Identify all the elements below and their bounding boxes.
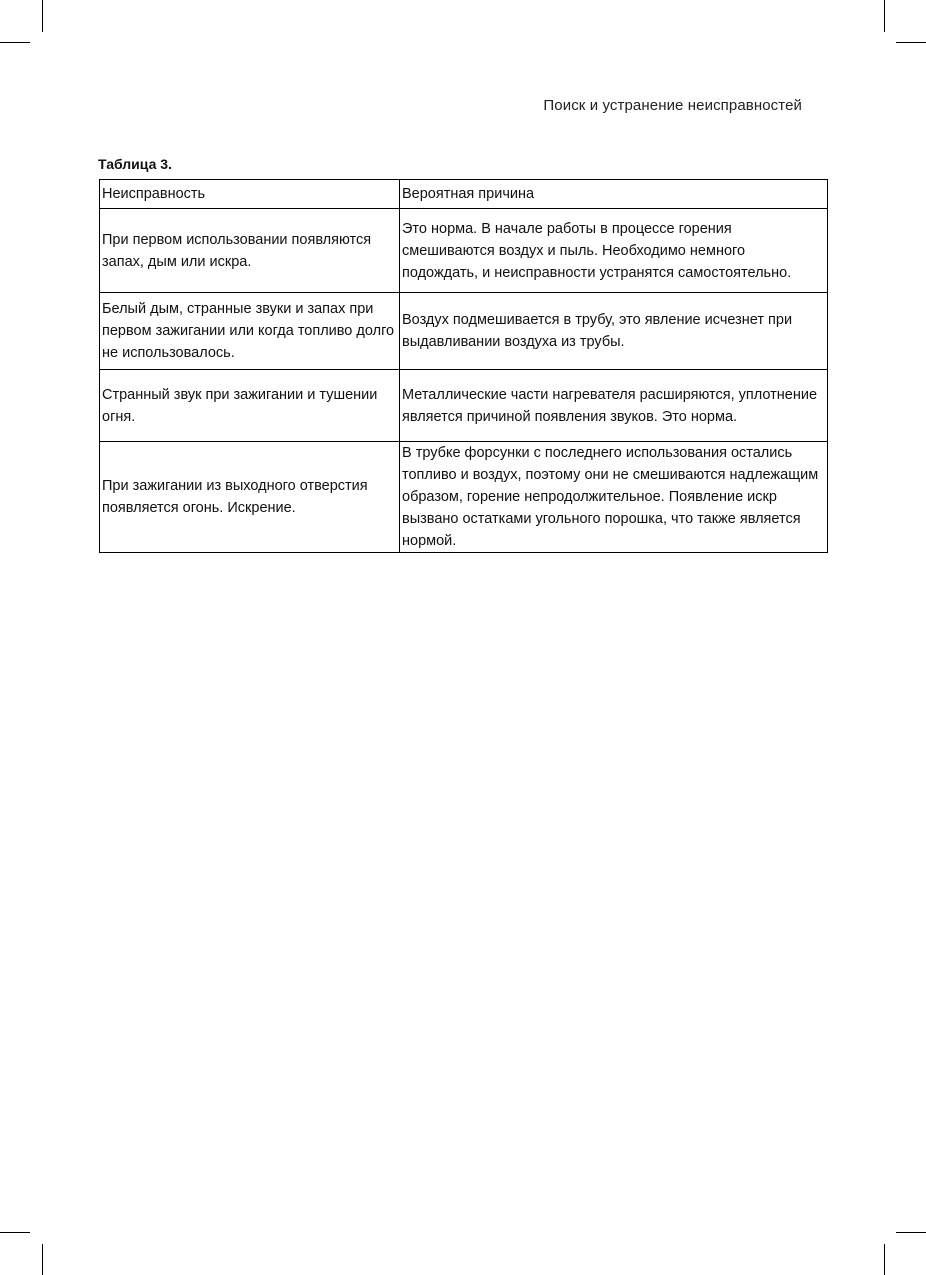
cause-cell: Это норма. В начале работы в процессе горения смешиваются воздух и пыль. Необходимо немного подождать, и неисправности устранятся самостоятельно. — [400, 209, 828, 293]
crop-mark-top-right-horizontal — [896, 42, 926, 43]
table-row — [100, 209, 828, 293]
cause-cell: В трубке форсунки с последнего использования остались топливо и воздух, поэтому они не смешиваются надлежащим образом, горение непродолжительное. Появление искр вызвано остатками угольного порошка, что также является нормой. — [400, 442, 828, 553]
table-row — [100, 293, 828, 370]
crop-mark-bottom-right-horizontal — [896, 1232, 926, 1233]
problem-cell: Белый дым, странные звуки и запах при первом зажигании или когда топливо долго не использовалось. — [100, 293, 400, 370]
problem-cell: Странный звук при зажигании и тушении огня. — [100, 370, 400, 442]
header-cell-problem: Неисправность — [100, 180, 400, 209]
crop-mark-bottom-left-horizontal — [0, 1232, 30, 1233]
crop-mark-bottom-right-vertical — [884, 1244, 885, 1275]
cause-cell: Металлические части нагревателя расширяются, уплотнение является причиной появления звуков. Это норма. — [400, 370, 828, 442]
running-header: Поиск и устранение неисправностей — [543, 97, 802, 114]
crop-mark-top-left-vertical — [42, 0, 43, 32]
troubleshooting-table — [99, 179, 828, 553]
header-cell-cause: Вероятная причина — [400, 180, 828, 209]
table-row — [100, 442, 828, 553]
problem-cell: При зажигании из выходного отверстия появляется огонь. Искрение. — [100, 442, 400, 553]
cause-cell: Воздух подмешивается в трубу, это явление исчезнет при выдавливании воздуха из трубы. — [400, 293, 828, 370]
crop-mark-top-right-vertical — [884, 0, 885, 32]
table-caption: Таблица 3. — [98, 156, 172, 172]
table-header-row — [100, 180, 828, 209]
table-row — [100, 370, 828, 442]
crop-mark-top-left-horizontal — [0, 42, 30, 43]
crop-mark-bottom-left-vertical — [42, 1244, 43, 1275]
problem-cell: При первом использовании появляются запах, дым или искра. — [100, 209, 400, 293]
